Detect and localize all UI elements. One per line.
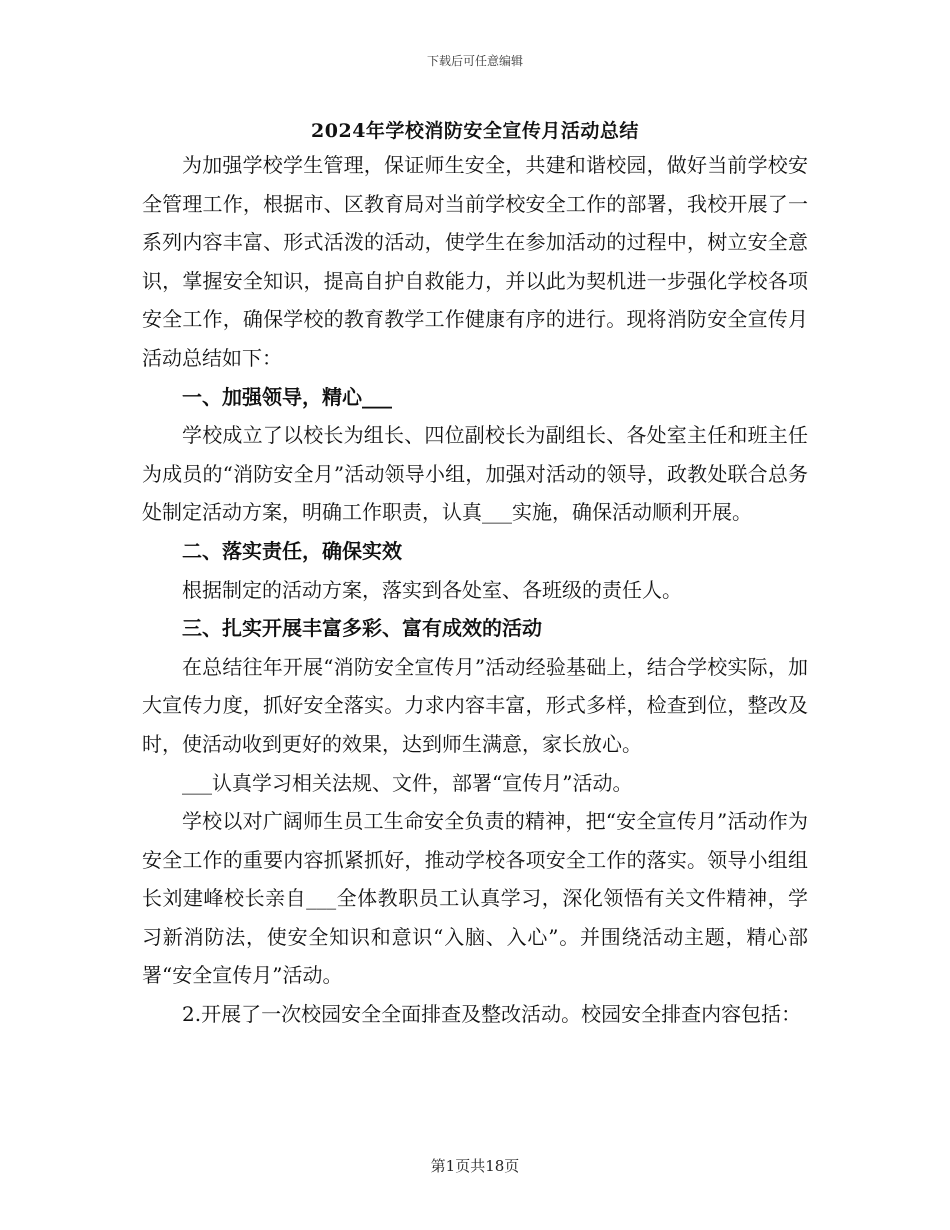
item-2-paragraph: 2.开展了一次校园安全全面排查及整改活动。校园安全排查内容包括： (182, 1002, 802, 1027)
item-1-detail-paragraph: 学校以对广阔师生员工生命安全负责的精神，把“安全宣传月”活动作为安全工作的重要内容抓紧抓好，推动学校各项安全工作的落实。领导小组组长刘建峰校长亲自___全体教职员工认真学习，深化领悟有关文件精神，学习新消防法，使安全知识和意识“入脑、入心”。并围绕活动主题，精心部署“安全宣传月”活动。 (142, 809, 808, 988)
section-heading-3: 三、扎实开展丰富多彩、富有成效的活动 (182, 616, 542, 641)
section-heading-2: 二、落实责任，确保实效 (182, 538, 402, 563)
section-2-paragraph: 根据制定的活动方案，落实到各处室、各班级的责任人。 (182, 577, 682, 602)
section-3-paragraph: 在总结往年开展“消防安全宣传月”活动经验基础上，结合学校实际，加大宣传力度，抓好安全落实。力求内容丰富，形式多样，检查到位，整改及时，使活动收到更好的效果，达到师生满意，家长放心。 (142, 654, 808, 756)
section-heading-1: 一、加强领导，精心___ (182, 384, 392, 409)
section-1-paragraph: 学校成立了以校长为组长、四位副校长为副组长、各处室主任和班主任为成员的“消防安全月”活动领导小组，加强对活动的领导，政教处联合总务处制定活动方案，明确工作职责，认真___实施，确保活动顺利开展。 (142, 423, 808, 525)
intro-paragraph: 为加强学校学生管理，保证师生安全，共建和谐校园，做好当前学校安全管理工作，根据市、区教育局对当前学校安全工作的部署，我校开展了一系列内容丰富、形式活泼的活动，使学生在参加活动的过程中，树立安全意识，掌握安全知识，提高自护自救能力，并以此为契机进一步强化学校各项安全工作，确保学校的教育教学工作健康有序的进行。现将消防安全宣传月活动总结如下： (142, 153, 808, 370)
document-title: 2024年学校消防安全宣传月活动总结 (311, 120, 639, 142)
page-header: 下载后可任意编辑 (426, 54, 523, 68)
item-1-paragraph: ___认真学习相关法规、文件，部署“宣传月”活动。 (182, 770, 633, 795)
document-body (142, 146, 808, 1034)
page-footer: 第1页共18页 (430, 1157, 520, 1175)
